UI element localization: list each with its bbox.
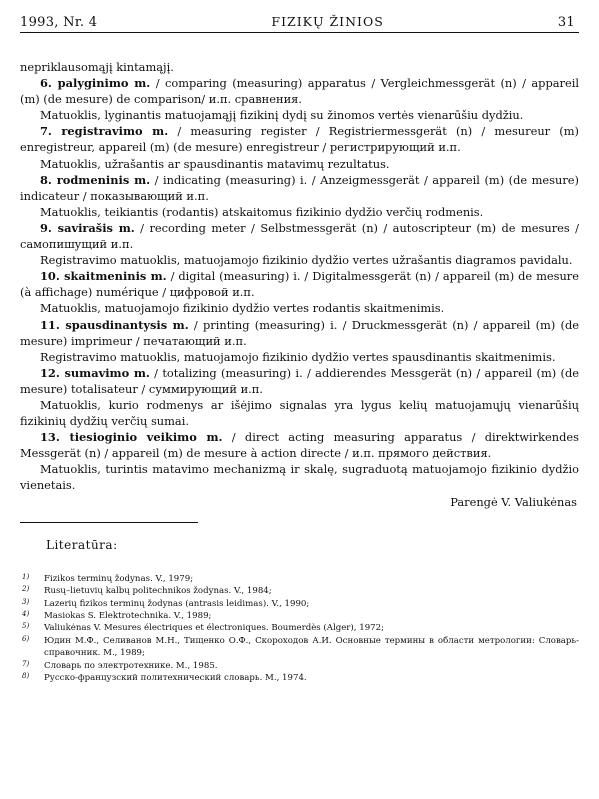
paragraph-text: Registravimo matuoklis, matuojamojo fizikinio dydžio vertes spausdinantis skaitmenimis. — [40, 349, 556, 364]
paragraph — [20, 107, 579, 123]
reference-text: Словарь по электротехнике. М., 1985. — [44, 660, 218, 671]
reference-number: 7) — [22, 659, 30, 668]
reference-number: 4) — [22, 609, 30, 618]
term-definition — [20, 268, 579, 300]
reference-text: Русско-французский политехнический словарь. М., 1974. — [44, 672, 307, 683]
reference-item — [22, 598, 579, 610]
reference-number: 5) — [22, 622, 30, 631]
paragraph-text: Registravimo matuoklis, matuojamojo fizikinio dydžio vertes užrašantis diagramos pavidalu. — [40, 253, 573, 268]
paragraph-text: / comparing (measuring) apparatus / Vergleichmessgerät (n) / appareil (m) (de mesure) de comparison/ и.п. сравнения. — [20, 76, 579, 107]
term-label: 13. tiesioginio veikimo m. — [40, 430, 223, 445]
page-number: 31 — [557, 15, 575, 30]
term-definition — [20, 75, 579, 107]
paragraph — [20, 204, 579, 220]
page-header — [20, 14, 579, 33]
reference-text: Valiukėnas V. Mesures électriques et électroniques. Boumerdès (Alger), 1972; — [44, 623, 385, 634]
paragraph-text: / totalizing (measuring) i. / addierendes Messgerät (n) / appareil (m) (de mesure) totalisateur / суммирующий и.п. — [20, 365, 579, 396]
paragraph-text: / measuring register / Registriermessgerät (n) / mesureur (m) enregistreur, appareil (m) (de mesure) enregistreur / регистрирующий и.п. — [20, 124, 579, 155]
reference-text: Fizikos terminų žodynas. V., 1979; — [44, 573, 194, 584]
paragraph-text: / digital (measuring) i. / Digitalmessgerät (n) / appareil (m) de mesure (à affichage) numérique / цифровой и.п. — [20, 269, 579, 300]
term-definition — [20, 123, 579, 155]
reference-number: 1) — [22, 572, 30, 581]
reference-item — [22, 622, 579, 634]
term-definition — [20, 365, 579, 397]
paragraph-text: / direct acting measuring apparatus / direktwirkendes Messgerät (n) / appareil (m) de mesure à action directe / и.п. прямого действия. — [20, 430, 579, 461]
reference-text: Rusų–lietuvių kalbų politechnikos žodynas. V., 1984; — [44, 586, 272, 597]
term-label: 7. registravimo m. — [40, 124, 169, 139]
paragraph — [20, 349, 579, 365]
paragraph-list — [20, 59, 579, 494]
term-definition — [20, 429, 579, 461]
paragraph-text: / indicating (measuring) i. / Anzeigmessgerät / appareil (m) (de mesure) indicateur / показывающий и.п. — [20, 172, 579, 203]
reference-number: 6) — [22, 634, 30, 643]
article-body — [20, 59, 579, 684]
term-label: 8. rodmeninis m. — [40, 172, 151, 187]
footnote-divider — [20, 522, 198, 523]
paragraph — [20, 300, 579, 316]
term-label: 10. skaitmeninis m. — [40, 269, 167, 284]
paragraph-text: Matuoklis, turintis matavimo mechanizmą ir skalę, sugraduotą matuojamojo fizikinio dydžio vienetais. — [20, 462, 579, 493]
paragraph — [20, 397, 579, 429]
issue-label: 1993, Nr. 4 — [20, 15, 98, 30]
paragraph-text: Matuoklis, užrašantis ar spausdinantis matavimų rezultatus. — [40, 156, 390, 171]
term-definition — [20, 172, 579, 204]
reference-text: Lazerių fizikos terminų žodynas (antrasis leidimas). V., 1990; — [44, 598, 310, 609]
paragraph-text: / printing (measuring) i. / Druckmessgerät (n) / appareil (m) (de mesure) imprimeur / печатающий и.п. — [20, 317, 579, 348]
term-definition — [20, 317, 579, 349]
reference-item — [22, 672, 579, 684]
author-line: Parengė V. Valiukėnas — [450, 494, 577, 509]
paragraph-text: Matuoklis, lyginantis matuojamąjį fizikinį dydį su žinomos vertės vienarūšiu dydžiu. — [40, 108, 524, 123]
paragraph — [20, 461, 579, 493]
literature-heading: Literatūra: — [46, 537, 118, 552]
reference-list — [20, 573, 579, 685]
paragraph-text: Matuoklis, kurio rodmenys ar išėjimo signalas yra lygus kelių matuojamųjų vienarūšių fizikinių dydžių verčių sumai. — [20, 397, 579, 429]
paragraph — [20, 156, 579, 172]
paragraph-text: Matuoklis, teikiantis (rodantis) atskaitomus fizikinio dydžio verčių rodmenis. — [40, 204, 484, 219]
term-label: 6. palyginimo m. — [40, 76, 151, 91]
paragraph-text: / recording meter / Selbstmessgerät (n) / autoscripteur (m) de mesures / самопишущий и.п. — [20, 220, 579, 252]
paragraph-text: Matuoklis, matuojamojo fizikinio dydžio vertes rodantis skaitmenimis. — [40, 301, 445, 316]
paragraph — [20, 59, 579, 75]
reference-item — [22, 573, 579, 585]
paragraph-text: nepriklausomąjį kintamąjį. — [20, 60, 174, 74]
reference-number: 8) — [22, 671, 30, 680]
reference-text: Masiokas S. Elektrotechnika. V., 1989; — [44, 610, 212, 621]
term-label: 12. sumavimo m. — [40, 365, 150, 380]
reference-item — [22, 610, 579, 622]
journal-title: FIZIKŲ ŽINIOS — [271, 14, 384, 29]
reference-number: 3) — [22, 597, 30, 606]
term-definition — [20, 220, 579, 252]
reference-item — [22, 585, 579, 597]
paragraph — [20, 252, 579, 268]
reference-item — [22, 635, 579, 660]
reference-item — [22, 660, 579, 672]
term-label: 11. spausdinantysis m. — [40, 317, 189, 332]
reference-number: 2) — [22, 585, 30, 594]
term-label: 9. savirašis m. — [40, 220, 135, 235]
reference-text: Юдин М.Ф., Селиванов М.Н., Тищенко О.Ф., Скороходов А.И. Основные термины в области метрологии: Словарь-справочник. М., 1989; — [44, 635, 579, 659]
